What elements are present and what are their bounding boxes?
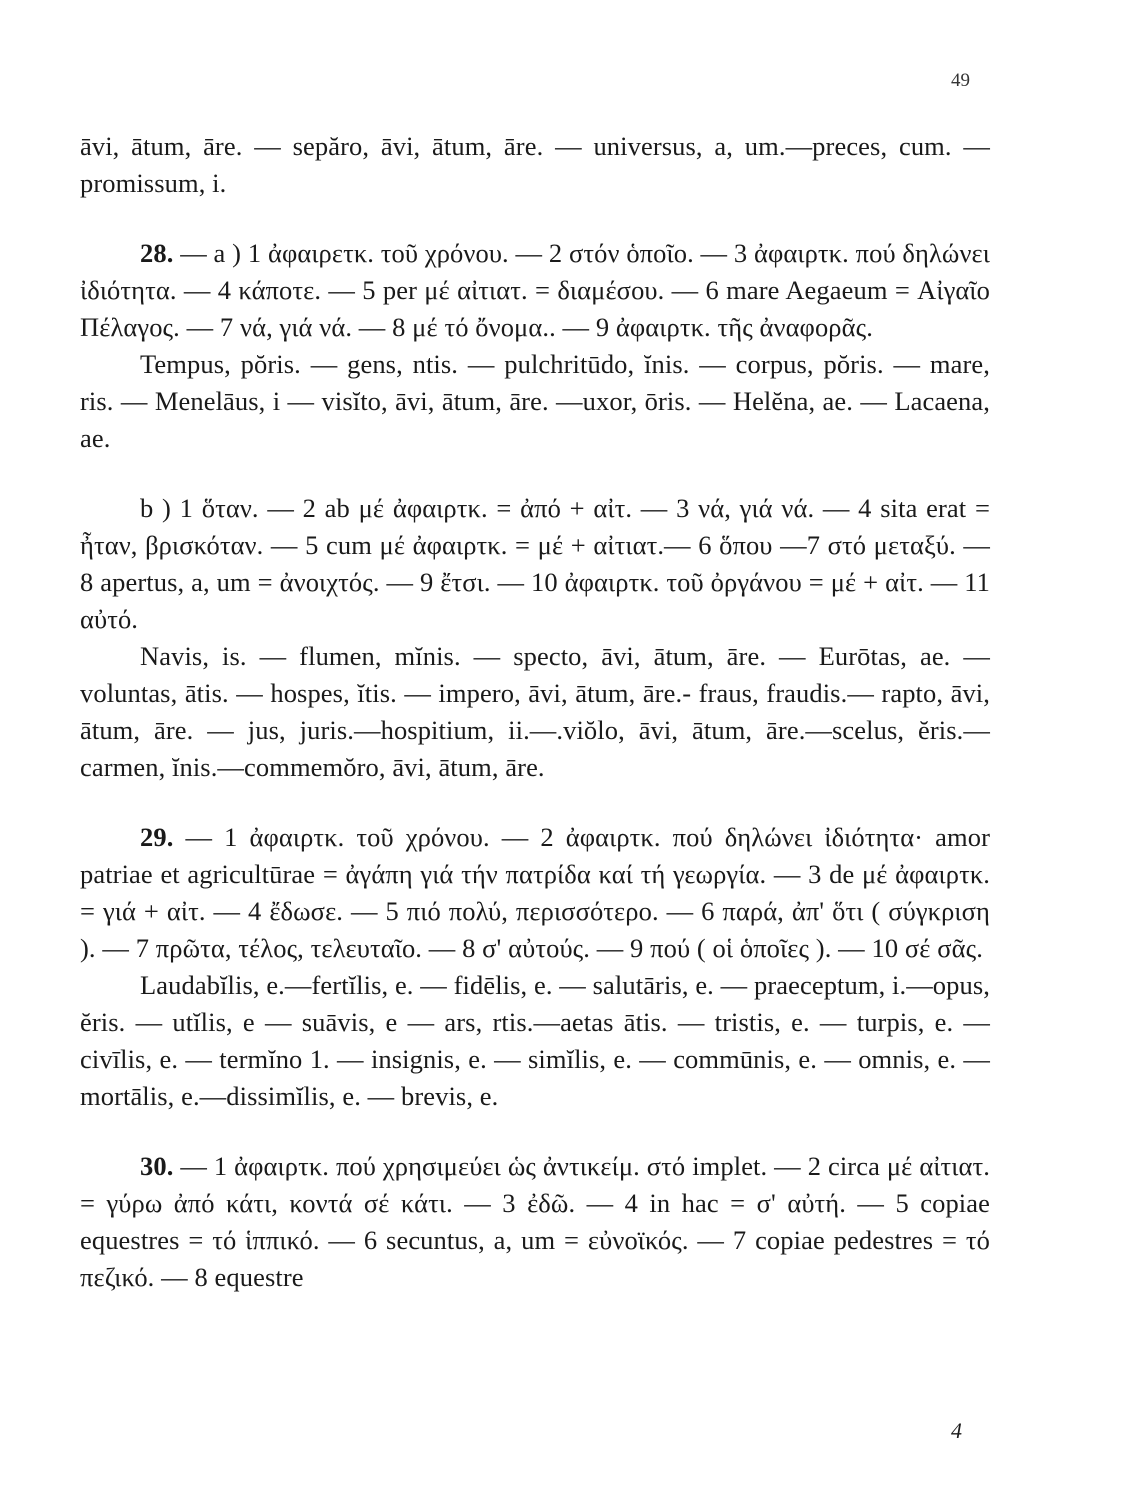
paragraph-text: — 1 ἀφαιρτκ. τοῦ χρόνου. — 2 ἀφαιρτκ. πού δηλώνει ἰδιότητα· amor patriae et agricultūrae = ἀγάπη γιά τήν πατρίδα καί τή γεωργία. — 3 de μέ ἀφαιρτκ. = γιά + αἰτ. — 4 ἔδωσε. — 5 πιό πολύ, περισσότερο. — 6 παρά, ἀπ' ὅτι ( σύγκριση ). — 7 πρῶτα, τέλος, τελευταῖο. — 8 σ' αὐτούς. — 9 πού ( οἱ ὁποῖες ). — 10 σέ σᾶς. [80,822,990,963]
paragraph-vocab-4 [80,967,990,1115]
paragraph-text: — a ) 1 ἀφαιρετκ. τοῦ χρόνου. — 2 στόν ὁποῖο. — 3 ἀφαιρτκ. πού δηλώνει ἰδιότητα. — 4 κάποτε. — 5 per μέ αἰτιατ. = διαμέσου. — 6 mare Aegaeum = Αἰγαῖο Πέλαγος. — 7 νά, γιά νά. — 8 μέ τό ὄνομα.. — 9 ἀφαιρτκ. τῆς ἀναφορᾶς. [80,238,990,342]
paragraph-vocab-1 [80,128,990,202]
paragraph-section-28b [80,490,990,638]
paragraph-section-28a [80,235,990,346]
paragraph-text: Navis, is. — flumen, mĭnis. — specto, āvi, ātum, āre. — Eurōtas, ae. — voluntas, ātis. — hospes, ĭtis. — impero, āvi, ātum, āre.- fraus, fraudis.— rapto, āvi, ātum, āre. — jus, juris.—hospitium, ii.—.viŏlo, āvi, ātum, āre.—scelus, ĕris.—carmen, ĭnis.—commemŏro, āvi, ātum, āre. [80,641,990,782]
page-body [80,128,990,1296]
page-number: 49 [951,70,970,91]
paragraph-text: — 1 ἀφαιρτκ. πού χρησιμεύει ὡς ἀντικείμ. στό implet. — 2 circa μέ αἰτιατ. = γύρω ἀπό κάτι, κοντά σέ κάτι. — 3 ἐδῶ. — 4 in hac = σ' αὐτή. — 5 copiae equestres = τό ἱππικό. — 6 secuntus, a, um = εὐνοϊκός. — 7 copiae pedestres = τό πεζικό. — 8 equestre [80,1151,990,1292]
paragraph-text: b ) 1 ὅταν. — 2 ab μέ ἀφαιρτκ. = ἀπό + αἰτ. — 3 νά, γιά νά. — 4 sita erat = ἦταν, βρισκόταν. — 5 cum μέ ἀφαιρτκ. = μέ + αἰτιατ.— 6 ὅπου —7 στό μεταξύ. — 8 apertus, a, um = ἀνοιχτός. — 9 ἔτσι. — 10 ἀφαιρτκ. τοῦ ὀργάνου = μέ + αἰτ. — 11 αὐτό. [80,493,990,634]
paragraph-text: Tempus, pŏris. — gens, ntis. — pulchritūdo, ĭnis. — corpus, pŏris. — mare, ris. — Menelāus, i — visĭto, āvi, ātum, āre. —uxor, ōris. — Helĕna, ae. — Lacaena, ae. [80,349,990,453]
paragraph-vocab-3 [80,638,990,786]
paragraph-section-29 [80,819,990,967]
paragraph-section-30 [80,1148,990,1296]
section-number: 29. [140,822,174,852]
paragraph-text: āvi, ātum, āre. — sepăro, āvi, ātum, āre. — universus, a, um.—preces, cum. — promissum, i. [80,131,990,198]
paragraph-vocab-2 [80,346,990,457]
section-number: 30. [140,1151,174,1181]
signature-mark: 4 [951,1418,962,1443]
paragraph-text: Laudabĭlis, e.—fertĭlis, e. — fidēlis, e. — salutāris, e. — praeceptum, i.—opus, ĕris. — utĭlis, e — suāvis, e — ars, rtis.—aetas ātis. — tristis, e. — turpis, e. — civīlis, e. — termĭno 1. — insignis, e. — simĭlis, e. — commūnis, e. — omnis, e. — mortālis, e.—dissimĭlis, e. — brevis, e. [80,970,990,1111]
section-number: 28. [140,238,174,268]
